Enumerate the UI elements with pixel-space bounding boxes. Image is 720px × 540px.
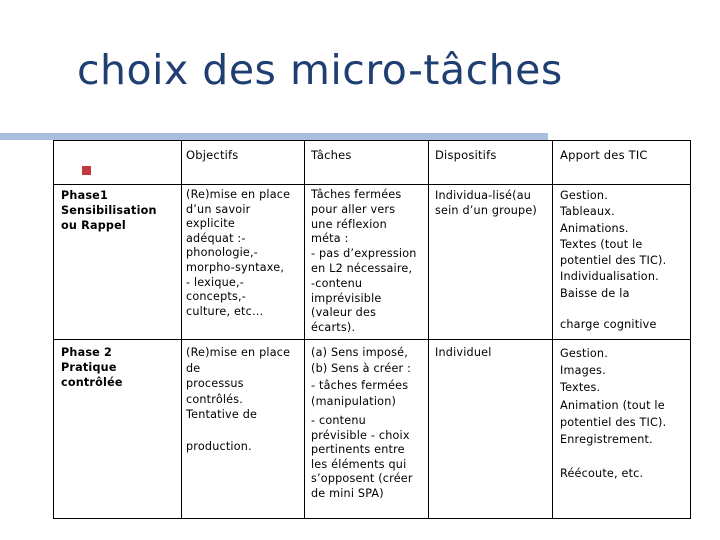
- title-underline: [0, 133, 548, 140]
- text-line: potentiel des TIC).: [560, 254, 667, 268]
- text-line: processus: [186, 377, 244, 390]
- text-line: contrôlée: [61, 376, 123, 389]
- row2-apport-tic-extra: [560, 466, 643, 481]
- row2-dispositifs: [435, 345, 492, 360]
- text-line: prévisible - choix: [311, 428, 410, 442]
- row1-apport-tic: [560, 188, 666, 302]
- text-line: Phase1: [61, 189, 108, 202]
- text-line: (Re)mise en place: [186, 188, 291, 201]
- column-divider: [552, 141, 553, 518]
- text-line: Baisse de la: [560, 286, 630, 300]
- text-line: (b) Sens à créer :: [311, 362, 412, 376]
- row1-taches: [311, 188, 417, 336]
- column-divider: [428, 141, 429, 518]
- text-line: en L2 nécessaire,: [311, 261, 413, 275]
- text-line: pour aller vers: [311, 202, 396, 216]
- text-line: les éléments qui: [311, 457, 407, 471]
- row1-objectifs: [186, 188, 290, 319]
- row1-dispositifs: [435, 188, 537, 218]
- text-line: concepts,-: [186, 290, 247, 304]
- column-divider: [181, 141, 182, 518]
- text-line: Individuel: [435, 346, 492, 359]
- text-line: Gestion.: [560, 347, 608, 360]
- row2-objectifs-extra: production.: [186, 440, 252, 453]
- text-line: - lexique,-: [186, 275, 244, 289]
- text-line: Tâches fermées: [311, 188, 402, 201]
- text-line: imprévisible: [311, 291, 382, 305]
- header-taches: Tâches: [311, 148, 352, 162]
- text-line: Individualisation.: [560, 270, 659, 284]
- slide-title: choix des micro-tâches: [77, 46, 563, 94]
- text-line: (manipulation): [311, 394, 397, 408]
- text-line: Textes (tout le: [560, 237, 643, 251]
- text-line: pertinents entre: [311, 443, 405, 456]
- row2-phase: [61, 345, 123, 390]
- text-line: -contenu: [311, 276, 363, 290]
- text-line: adéquat :-: [186, 231, 246, 245]
- header-objectifs: Objectifs: [186, 148, 239, 162]
- text-line: Tableaux.: [560, 205, 615, 219]
- row1-apport-tic-extra: charge cognitive: [560, 318, 657, 331]
- text-line: Phase 2: [61, 346, 113, 359]
- text-line: contrôlés.: [186, 392, 244, 406]
- text-line: Gestion.: [560, 189, 608, 202]
- column-divider: [304, 141, 305, 518]
- row2-apport-tic: [560, 345, 666, 448]
- text-line: méta :: [311, 232, 349, 246]
- row2-taches-top: [311, 345, 411, 410]
- text-line: Réécoute, etc.: [560, 467, 644, 480]
- text-line: culture, etc…: [186, 304, 264, 318]
- text-line: Pratique: [61, 361, 117, 374]
- text-line: explicite: [186, 217, 235, 231]
- text-line: Enregistrement.: [560, 433, 653, 447]
- bullet-marker: [82, 166, 91, 175]
- text-line: d’un savoir: [186, 202, 251, 216]
- text-line: morpho-syntaxe,: [186, 260, 285, 274]
- text-line: Animation (tout le: [560, 398, 665, 412]
- text-line: sein d’un groupe): [435, 204, 538, 217]
- text-line: potentiel des TIC).: [560, 415, 667, 429]
- text-line: Tentative de: [186, 408, 258, 421]
- text-line: - contenu: [311, 414, 366, 427]
- text-line: Images.: [560, 364, 606, 378]
- text-line: de mini SPA): [311, 486, 384, 500]
- header-dispositifs: Dispositifs: [435, 148, 497, 162]
- text-line: une réflexion: [311, 217, 387, 231]
- row-divider: [54, 184, 690, 185]
- text-line: - pas d’expression: [311, 247, 417, 261]
- row1-phase: [61, 188, 157, 233]
- text-line: - tâches fermées: [311, 378, 409, 392]
- text-line: (valeur des: [311, 306, 377, 320]
- row2-objectifs: [186, 345, 290, 423]
- text-line: écarts).: [311, 321, 356, 335]
- text-line: Sensibilisation: [61, 204, 157, 217]
- text-line: (Re)mise en place: [186, 346, 291, 359]
- text-line: Animations.: [560, 221, 629, 235]
- text-line: phonologie,-: [186, 246, 259, 260]
- header-apport-tic: Apport des TIC: [560, 148, 648, 162]
- text-line: Individua-lisé(au: [435, 189, 532, 202]
- text-line: Textes.: [560, 381, 601, 395]
- text-line: (a) Sens imposé,: [311, 346, 409, 359]
- text-line: ou Rappel: [61, 219, 126, 232]
- row2-taches-bottom: [311, 414, 413, 501]
- text-line: s’opposent (créer: [311, 472, 413, 485]
- row-divider: [54, 339, 690, 340]
- text-line: de: [186, 361, 201, 375]
